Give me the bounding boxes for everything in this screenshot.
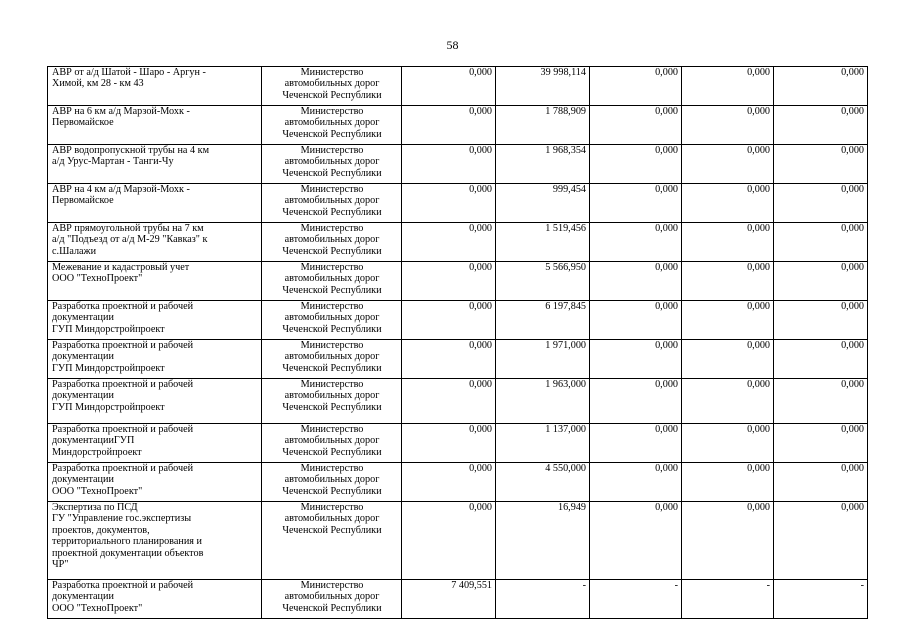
value-cell-3: 0,000: [590, 502, 682, 580]
value-cell-5: 0,000: [774, 67, 868, 106]
value-cell-2: 16,949: [496, 502, 590, 580]
value-cell-2: 4 550,000: [496, 463, 590, 502]
value-cell-1: 0,000: [402, 145, 496, 184]
value-cell-1: 0,000: [402, 262, 496, 301]
value-cell-4: 0,000: [682, 145, 774, 184]
value-cell-4: -: [682, 580, 774, 619]
value-cell-3: 0,000: [590, 262, 682, 301]
value-cell-4: 0,000: [682, 463, 774, 502]
value-cell-2: 1 971,000: [496, 340, 590, 379]
value-cell-1: 0,000: [402, 106, 496, 145]
value-cell-1: 0,000: [402, 223, 496, 262]
row-title-cell: Разработка проектной и рабочей документации ГУП Миндорстройпроект: [48, 340, 262, 379]
value-cell-2: 1 137,000: [496, 424, 590, 463]
value-cell-4: 0,000: [682, 301, 774, 340]
value-cell-5: 0,000: [774, 340, 868, 379]
value-cell-2: 6 197,845: [496, 301, 590, 340]
value-cell-3: 0,000: [590, 184, 682, 223]
value-cell-5: 0,000: [774, 502, 868, 580]
organization-cell: Министерство автомобильных дорог Чеченской Республики: [262, 106, 402, 145]
value-cell-5: 0,000: [774, 184, 868, 223]
value-cell-5: 0,000: [774, 301, 868, 340]
row-title-cell: АВР водопропускной трубы на 4 км а/д Урус-Мартан - Танги-Чу: [48, 145, 262, 184]
value-cell-1: 0,000: [402, 463, 496, 502]
row-title-cell: АВР прямоугольной трубы на 7 км а/д "Подъезд от а/д М-29 "Кавказ" к с.Шалажи: [48, 223, 262, 262]
value-cell-5: -: [774, 580, 868, 619]
value-cell-5: 0,000: [774, 262, 868, 301]
table-row: [48, 502, 868, 580]
value-cell-3: 0,000: [590, 67, 682, 106]
value-cell-2: 1 963,000: [496, 379, 590, 424]
organization-cell: Министерство автомобильных дорог Чеченской Республики: [262, 379, 402, 424]
row-title-cell: Экспертиза по ПСД ГУ "Управление гос.экспертизы проектов, документов, территориального планирования и проектной документации объектов ЧР": [48, 502, 262, 580]
value-cell-4: 0,000: [682, 184, 774, 223]
value-cell-1: 0,000: [402, 502, 496, 580]
organization-cell: Министерство автомобильных дорог Чеченской Республики: [262, 580, 402, 619]
table-row: [48, 340, 868, 379]
value-cell-5: 0,000: [774, 379, 868, 424]
value-cell-4: 0,000: [682, 106, 774, 145]
organization-cell: Министерство автомобильных дорог Чеченской Республики: [262, 340, 402, 379]
table-row: [48, 580, 868, 619]
value-cell-2: 999,454: [496, 184, 590, 223]
row-title-cell: Разработка проектной и рабочей документации ООО "ТехноПроект": [48, 463, 262, 502]
value-cell-1: 0,000: [402, 379, 496, 424]
value-cell-4: 0,000: [682, 340, 774, 379]
budget-table: [47, 66, 868, 619]
value-cell-5: 0,000: [774, 424, 868, 463]
table-row: [48, 184, 868, 223]
table-row: [48, 106, 868, 145]
value-cell-5: 0,000: [774, 145, 868, 184]
table-body: [48, 67, 868, 619]
value-cell-4: 0,000: [682, 424, 774, 463]
page-number: 58: [446, 38, 459, 52]
value-cell-3: 0,000: [590, 379, 682, 424]
table-row: [48, 67, 868, 106]
row-title-cell: АВР на 4 км а/д Марзой-Мохк - Первомайское: [48, 184, 262, 223]
value-cell-4: 0,000: [682, 379, 774, 424]
organization-cell: Министерство автомобильных дорог Чеченской Республики: [262, 262, 402, 301]
organization-cell: Министерство автомобильных дорог Чеченской Республики: [262, 184, 402, 223]
row-title-cell: Разработка проектной и рабочей документации ГУП Миндорстройпроект: [48, 379, 262, 424]
value-cell-5: 0,000: [774, 463, 868, 502]
value-cell-1: 7 409,551: [402, 580, 496, 619]
value-cell-5: 0,000: [774, 106, 868, 145]
row-title-cell: АВР на 6 км а/д Марзой-Мохк - Первомайское: [48, 106, 262, 145]
row-title-cell: Межевание и кадастровый учет ООО "ТехноПроект": [48, 262, 262, 301]
organization-cell: Министерство автомобильных дорог Чеченской Республики: [262, 424, 402, 463]
value-cell-3: 0,000: [590, 463, 682, 502]
organization-cell: Министерство автомобильных дорог Чеченской Республики: [262, 502, 402, 580]
organization-cell: Министерство автомобильных дорог Чеченской Республики: [262, 145, 402, 184]
value-cell-3: 0,000: [590, 106, 682, 145]
row-title-cell: АВР от а/д Шатой - Шаро - Аргун - Химой, км 28 - км 43: [48, 67, 262, 106]
value-cell-1: 0,000: [402, 184, 496, 223]
value-cell-4: 0,000: [682, 223, 774, 262]
value-cell-2: -: [496, 580, 590, 619]
value-cell-1: 0,000: [402, 424, 496, 463]
value-cell-3: 0,000: [590, 424, 682, 463]
value-cell-3: 0,000: [590, 223, 682, 262]
table-row: [48, 463, 868, 502]
row-title-cell: Разработка проектной и рабочей документацииГУП Миндорстройпроект: [48, 424, 262, 463]
row-title-cell: Разработка проектной и рабочей документации ООО "ТехноПроект": [48, 580, 262, 619]
value-cell-1: 0,000: [402, 67, 496, 106]
value-cell-2: 5 566,950: [496, 262, 590, 301]
value-cell-4: 0,000: [682, 262, 774, 301]
value-cell-4: 0,000: [682, 502, 774, 580]
value-cell-3: 0,000: [590, 301, 682, 340]
value-cell-2: 39 998,114: [496, 67, 590, 106]
value-cell-4: 0,000: [682, 67, 774, 106]
value-cell-2: 1 788,909: [496, 106, 590, 145]
table-row: [48, 301, 868, 340]
value-cell-1: 0,000: [402, 301, 496, 340]
value-cell-1: 0,000: [402, 340, 496, 379]
organization-cell: Министерство автомобильных дорог Чеченской Республики: [262, 301, 402, 340]
table-row: [48, 379, 868, 424]
value-cell-3: -: [590, 580, 682, 619]
value-cell-3: 0,000: [590, 145, 682, 184]
value-cell-5: 0,000: [774, 223, 868, 262]
row-title-cell: Разработка проектной и рабочей документации ГУП Миндорстройпроект: [48, 301, 262, 340]
value-cell-2: 1 968,354: [496, 145, 590, 184]
table-row: [48, 424, 868, 463]
value-cell-3: 0,000: [590, 340, 682, 379]
organization-cell: Министерство автомобильных дорог Чеченской Республики: [262, 223, 402, 262]
table-row: [48, 262, 868, 301]
table-row: [48, 145, 868, 184]
organization-cell: Министерство автомобильных дорог Чеченской Республики: [262, 67, 402, 106]
table-row: [48, 223, 868, 262]
organization-cell: Министерство автомобильных дорог Чеченской Республики: [262, 463, 402, 502]
value-cell-2: 1 519,456: [496, 223, 590, 262]
